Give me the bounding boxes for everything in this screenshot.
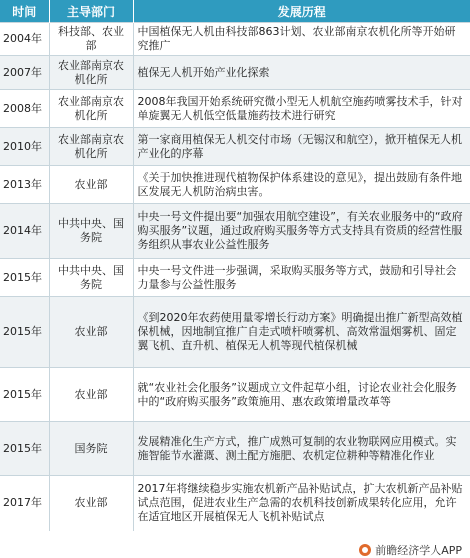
row-year: 2017年 [0,476,49,531]
table-row [0,23,470,56]
row-department: 中共中央、国务院 [49,259,133,297]
table-row [0,422,470,476]
row-department: 科技部、农业部 [49,23,133,56]
row-year: 2015年 [0,259,49,297]
row-year: 2015年 [0,368,49,422]
row-description: 第一家商用植保无人机交付市场（无锡汉和航空），掀开植保无人机产业化的序幕 [133,128,470,166]
table-header-row [0,0,470,23]
row-department: 农业部 [49,297,133,368]
row-department: 中共中央、国务院 [49,204,133,259]
row-description: 2017年将继续稳步实施农机新产品补贴试点，扩大农机新产品补贴试点范围，促进农业生产急需的农机科技创新成果转化应用，允许在适宜地区开展植保无人飞机补贴试点 [133,476,470,531]
row-description: 2008年我国开始系统研究微小型无人机航空施药喷雾技术手，针对单旋翼无人机低空低量施药技术进行研究 [133,90,470,128]
row-year: 2008年 [0,90,49,128]
row-year: 2013年 [0,166,49,204]
row-department: 国务院 [49,422,133,476]
table-row [0,90,470,128]
row-department: 农业部 [49,368,133,422]
table-row [0,259,470,297]
header-department: 主导部门 [49,0,133,23]
table-row [0,56,470,90]
row-year: 2004年 [0,23,49,56]
row-year: 2014年 [0,204,49,259]
row-description: 发展精准化生产方式，推广成熟可复制的农业物联网应用模式。实施智能节水灌溉、测土配方施肥、农机定位耕种等精准化作业 [133,422,470,476]
row-department: 农业部 [49,166,133,204]
row-description: 中国植保无人机由科技部863计划、农业部南京农机化所等开始研究推广 [133,23,470,56]
table-row [0,204,470,259]
qianzhan-logo-icon [359,544,371,556]
row-description: 《到2020年农药使用量零增长行动方案》明确提出推广新型高效植保机械，因地制宜推广自走式喷杆喷雾机、高效常温烟雾机、固定翼飞机、直升机、植保无人机等现代植保机械 [133,297,470,368]
row-description: 植保无人机开始产业化探索 [133,56,470,90]
row-department: 农业部 [49,476,133,531]
row-description: 就“农业社会化服务”议题成立文件起草小组，讨论农业社会化服务中的“政府购买服务”政策施用、惠农政策增量改革等 [133,368,470,422]
table-row [0,297,470,368]
row-description: 中央一号文件提出要“加强农用航空建设”，有关农业服务中的“政府购买服务”议题，通过政府购买服务等方式支持具有资质的经营性服务组织从事农业公益性服务 [133,204,470,259]
row-description: 中央一号文件进一步强调，采取购买服务等方式，鼓励和引导社会力量参与公益性服务 [133,259,470,297]
row-year: 2015年 [0,422,49,476]
table-row [0,368,470,422]
brand-label: 前瞻经济学人APP [375,544,462,557]
table-row [0,128,470,166]
row-year: 2015年 [0,297,49,368]
row-year: 2010年 [0,128,49,166]
table-row [0,166,470,204]
header-time: 时间 [0,0,49,23]
row-department: 农业部南京农机化所 [49,56,133,90]
brand-watermark [359,543,462,557]
row-year: 2007年 [0,56,49,90]
table-row [0,476,470,531]
header-history: 发展历程 [133,0,470,23]
row-department: 农业部南京农机化所 [49,90,133,128]
footer [0,543,470,557]
row-department: 农业部南京农机化所 [49,128,133,166]
row-description: 《关于加快推进现代植物保护体系建设的意见》，提出鼓励有条件地区发展无人机防治病虫害。 [133,166,470,204]
